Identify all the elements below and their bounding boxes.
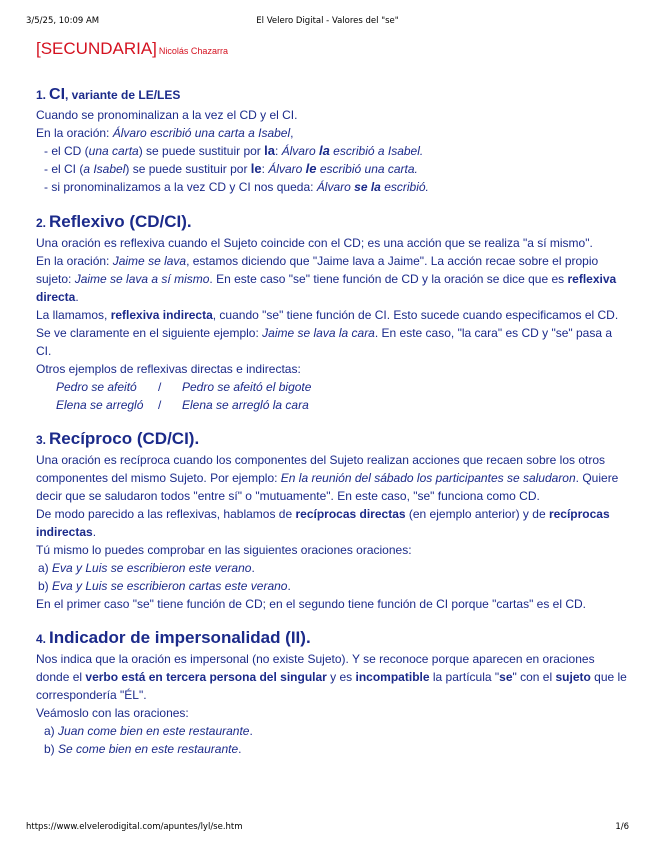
paragraph: Nos indica que la oración es impersonal (no existe Sujeto). Y se reconoce porque aparecen en oraciones donde el verbo está en tercera persona del singular y es incompatible la partícula "se" con el sujeto que le correspondería "ÉL".: [36, 652, 627, 702]
example-pair: Pedro se afeitó / Pedro se afeitó el bigote: [56, 380, 312, 394]
paragraph: Una oración es recíproca cuando los componentes del Sujeto realizan acciones que recaen sobre los otros componentes del mismo Sujeto. Por ejemplo: En la reunión del sábado los participantes se saludaron. Quiere decir que se saludaron todos "entre sí" o "mutuamente". En este caso, "se" funciona como CD.: [36, 453, 619, 503]
paragraph: Tú mismo lo puedes comprobar en las siguientes oraciones oraciones:: [36, 543, 412, 557]
section-3-heading: [36, 427, 628, 451]
section-4-heading: [36, 626, 628, 650]
print-header: [26, 16, 629, 30]
list-item: - el CI (a Isabel) se puede sustituir por le: Álvaro le escribió una carta.: [44, 161, 418, 176]
author-name: Nicolás Chazarra: [158, 46, 228, 56]
example-pair: Elena se arregló / Elena se arregló la cara: [56, 398, 309, 412]
section-2-heading: [36, 210, 628, 234]
page-url: https://www.elvelerodigital.com/apuntes/lyl/se.htm: [26, 822, 243, 832]
example-item: b) Se come bien en este restaurante.: [44, 742, 242, 756]
section-title: Reflexivo (CD/CI).: [49, 212, 192, 231]
example-sentence: Álvaro escribió una carta a Isabel: [112, 126, 291, 140]
section-1-heading: [36, 82, 628, 106]
list-item: - el CD (una carta) se puede sustituir por la: Álvaro la escribió a Isabel.: [44, 143, 424, 158]
section-title-sub: , variante de LE/LES: [65, 88, 181, 102]
list-item: - si pronominalizamos a la vez CD y CI nos queda: Álvaro se la escribió.: [44, 180, 429, 194]
paragraph: La llamamos, reflexiva indirecta, cuando "se" tiene función de CI. Esto sucede cuando especificamos el CD. Se ve claramente en el siguiente ejemplo: Jaime se lava la cara. En este caso, "la cara" es CD y "se" pasa a CI.: [36, 308, 619, 358]
brand: [36, 38, 628, 60]
paragraph: Otros ejemplos de reflexivas directas e indirectas:: [36, 362, 301, 376]
section-number: 2.: [36, 216, 47, 230]
paragraph: En la oración: Álvaro escribió una carta a Isabel,: [36, 126, 294, 140]
section-title-main: CI: [49, 86, 66, 103]
page-number: 1/6: [615, 822, 629, 832]
secundaria-link[interactable]: [SECUNDARIA]: [36, 39, 157, 58]
section-number: 4.: [36, 632, 47, 646]
section-title: Indicador de impersonalidad (II).: [49, 628, 311, 647]
paragraph: Una oración es reflexiva cuando el Sujeto coincide con el CD; es una acción que se realiza "a sí mismo".: [36, 236, 593, 250]
paragraph: De modo parecido a las reflexivas, hablamos de recíprocas directas (en ejemplo anterior) y de recíprocas indirectas.: [36, 507, 610, 539]
print-page-title: El Velero Digital - Valores del "se": [256, 16, 399, 26]
example-item: b) Eva y Luis se escribieron cartas este verano.: [38, 579, 291, 593]
article: [36, 38, 628, 758]
example-item: a) Eva y Luis se escribieron este verano.: [38, 561, 255, 575]
section-number: 3.: [36, 433, 47, 447]
example-item: a) Juan come bien en este restaurante.: [44, 724, 253, 738]
section-number: 1.: [36, 88, 47, 102]
section-title: Recíproco (CD/CI).: [49, 429, 200, 448]
paragraph: Veámoslo con las oraciones:: [36, 706, 189, 720]
paragraph: En la oración: Jaime se lava, estamos diciendo que "Jaime lava a Jaime". La acción recae sobre el propio sujeto: Jaime se lava a sí mismo. En este caso "se" tiene función de CD y la oración se dice que es reflexiva directa.: [36, 254, 617, 304]
paragraph: En el primer caso "se" tiene función de CD; en el segundo tiene función de CI porque "cartas" es el CD.: [36, 597, 587, 611]
print-datetime: 3/5/25, 10:09 AM: [26, 16, 100, 26]
paragraph: Cuando se pronominalizan a la vez el CD y el CI.: [36, 108, 298, 122]
print-footer: [26, 822, 629, 836]
